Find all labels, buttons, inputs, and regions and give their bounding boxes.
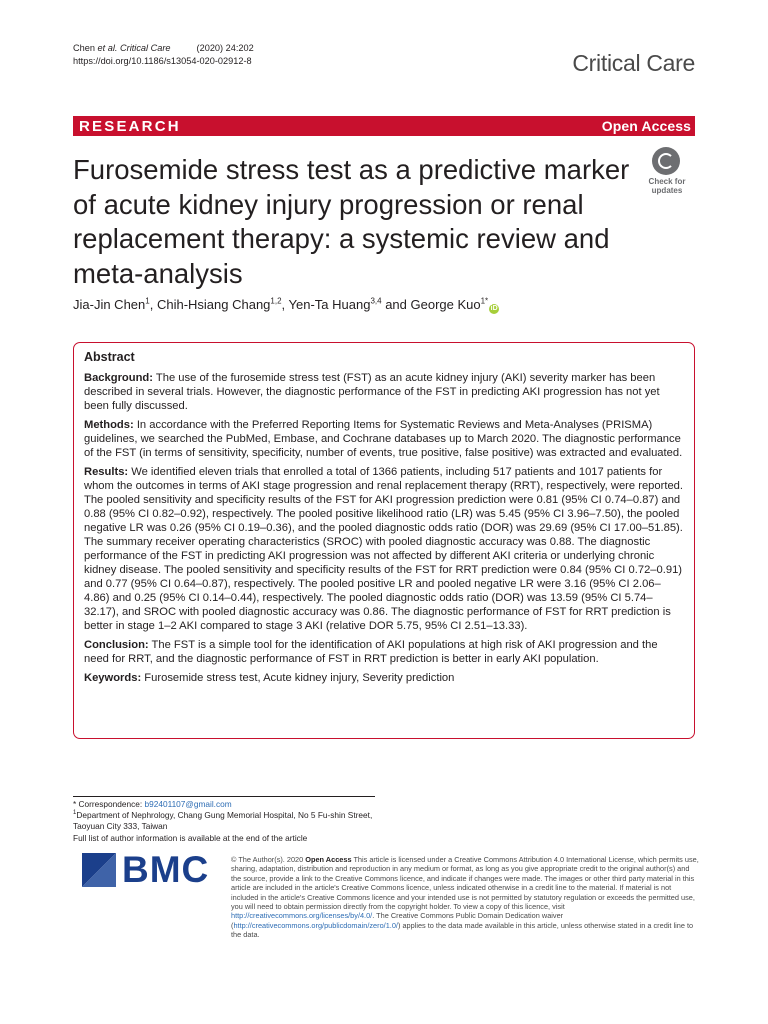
author-name: Chih-Hsiang Chang: [156, 297, 271, 312]
badge-line-2: updates: [651, 186, 683, 195]
citation-header: [73, 42, 254, 68]
author-list: Jia-Jin Chen$^1$, Chih-Hsiang Chang$^{1,2}$, Yen-Ta Huang$^{3,4}$ and George Kuo$^{1*}$iD: [73, 296, 498, 312]
section-text: We identified eleven trials that enrolled a total of 1366 patients, including 517 patients and 1017 patients for whom the outcomes in terms of AKI stage progression and renal replacement therapy (RRT), respectively, were reported. The pooled sensitivity and specificity results of the FST for AKI progression prediction were 0.81 (95% CI 0.74–0.87) and 0.88 (95% CI 0.82–0.92), respectively. The pooled positive likelihood ratio (LR) was 5.45 (95% CI 3.96–7.50), the pooled negative LR was 0.26 (95% CI 0.19–0.36), and the pooled diagnostic odds ratio (DOR) was 29.69 (95% CI 17.00–51.85). The summary receiver operating characteristics (SROC) with pooled diagnostic accuracy was 0.88. The diagnostic performance of the FST in predicting AKI progression was not affected by different AKI criteria or underlying chronic kidney disease. The pooled sensitivity and specificity results of the FST for RRT prediction were 0.84 (95% CI 0.72–0.91) and 0.77 (95% CI 0.64–0.87), respectively. The pooled positive LR and pooled negative LR were 3.16 (95% CI 2.06–4.86) and 0.25 (95% CI 0.14–0.44), respectively. The pooled diagnostic odds ratio (DOR) was 13.59 (95% CI 5.74–32.17), and SROC with pooled diagnostic accuracy was 0.86. The diagnostic performance of FST for RRT prediction is better in stage 1–2 AKI compared to stage 3 AKI (relative DOR 5.75, 95% CI 2.51–13.33).: [84, 466, 684, 632]
citation-etal: et al.: [97, 43, 118, 53]
license-statement: © The Author(s). 2020 Open Access This article is licensed under a Creative Commons Attribution 4.0 International License, which permits use, sharing, adaptation, distribution and reproduction in any medium or format, as long as you give appropriate credit to the original author(s) and the source, provide a link to the Creative Commons licence, and indicate if changes were made. The images or other third party material in this article are included in the article's Creative Commons licence, unless indicated otherwise in a credit line to the material. If material is not included in the article's Creative Commons licence and your intended use is not permitted by statutory regulation or exceeds the permitted use, you will need to obtain permission directly from the copyright holder. To view a copy of this licence, visit http://creativecommons.org/licenses/by/4.0/. The Creative Commons Public Domain Dedication waiver (http://creativecommons.org/publicdomain/zero/1.0/) applies to the data made available in this article, unless otherwise stated in a credit line to the data.: [231, 855, 699, 940]
author-affiliation: 1,2: [270, 296, 282, 306]
article-type-label: RESEARCH: [79, 117, 181, 135]
section-text: The use of the furosemide stress test (FST) as an acute kidney injury (AKI) severity marker has been described in several trials. However, the diagnostic performance of the FST in predicting AKI progression has not yet been fully discussed.: [84, 372, 660, 412]
orcid-icon[interactable]: iD: [490, 305, 498, 312]
section-text: In accordance with the Preferred Reporting Items for Systematic Reviews and Meta-Analyses (PRISMA) guidelines, we searched the PubMed, Embase, and Cochrane databases up to March 2020. The diagnostic performance of the FST (in terms of sensitivity, specificity, number of events, true positive, false positive) was extracted and evaluated.: [84, 419, 683, 459]
author-name: Jia-Jin Chen: [73, 297, 146, 312]
section-label: Methods:: [84, 419, 134, 431]
doi-link[interactable]: https://doi.org/10.1186/s13054-020-02912-8: [73, 56, 252, 66]
correspondence-line: * Correspondence: b92401107@gmail.com: [73, 799, 232, 809]
author-name: Yen-Ta Huang: [288, 297, 371, 312]
citation-year-volume: (2020) 24:202: [196, 43, 254, 53]
abstract-background: [84, 371, 684, 413]
abstract-methods: [84, 418, 684, 460]
license-open-access: Open Access: [305, 855, 352, 864]
badge-line-1: Check for: [648, 177, 686, 186]
author-affiliation: 1*: [480, 296, 489, 306]
check-updates-icon: [652, 147, 680, 175]
article-type-band: [73, 116, 695, 136]
citation-journal: Critical Care: [117, 43, 171, 53]
bmc-logo-text: BMC: [122, 849, 210, 890]
open-access-label: Open Access: [601, 118, 691, 134]
bmc-logo-icon: [82, 853, 116, 887]
journal-name: Critical Care: [572, 50, 695, 76]
section-label: Background:: [84, 372, 153, 384]
check-for-updates-badge[interactable]: [640, 147, 694, 201]
footnote: [73, 799, 403, 844]
section-text: The FST is a simple tool for the identification of AKI populations at high risk of AKI progression and the need for RRT, and the diagnostic performance of FST in RRT prediction is better in early AKI population.: [84, 639, 658, 665]
correspondence-email-link[interactable]: b92401107@gmail.com: [144, 799, 232, 809]
abstract-results: [84, 465, 684, 633]
abstract-box: [73, 342, 695, 739]
cc-by-license-link[interactable]: http://creativecommons.org/licenses/by/4.0/: [231, 911, 373, 921]
bmc-logo: [82, 849, 218, 890]
section-label: Conclusion:: [84, 639, 149, 651]
author-name: George Kuo: [410, 297, 481, 312]
abstract-conclusion: [84, 638, 684, 666]
citation-line: [73, 42, 254, 55]
section-label: Keywords:: [84, 672, 142, 684]
section-label: Results:: [84, 466, 129, 478]
author-affiliation: 1: [145, 296, 150, 306]
citation-authors: Chen: [73, 43, 98, 53]
affiliation-line: $^1$Department of Nephrology, Chang Gung Memorial Hospital, No 5 Fu-shin Street, Taoyuan City 333, Taiwan: [73, 810, 373, 832]
author-affiliation: 3,4: [370, 296, 382, 306]
abstract-keywords: [84, 671, 684, 685]
author-info-note: Full list of author information is available at the end of the article: [73, 832, 308, 843]
section-text: Furosemide stress test, Acute kidney injury, Severity prediction: [141, 672, 455, 684]
footnote-divider: [73, 796, 375, 797]
abstract-heading: Abstract: [84, 350, 135, 364]
cc-zero-link[interactable]: http://creativecommons.org/publicdomain/zero/1.0/: [233, 920, 398, 930]
article-title: Furosemide stress test as a predictive marker of acute kidney injury progression or renal replacement therapy: a systemic review and meta-analysis: [73, 154, 630, 289]
